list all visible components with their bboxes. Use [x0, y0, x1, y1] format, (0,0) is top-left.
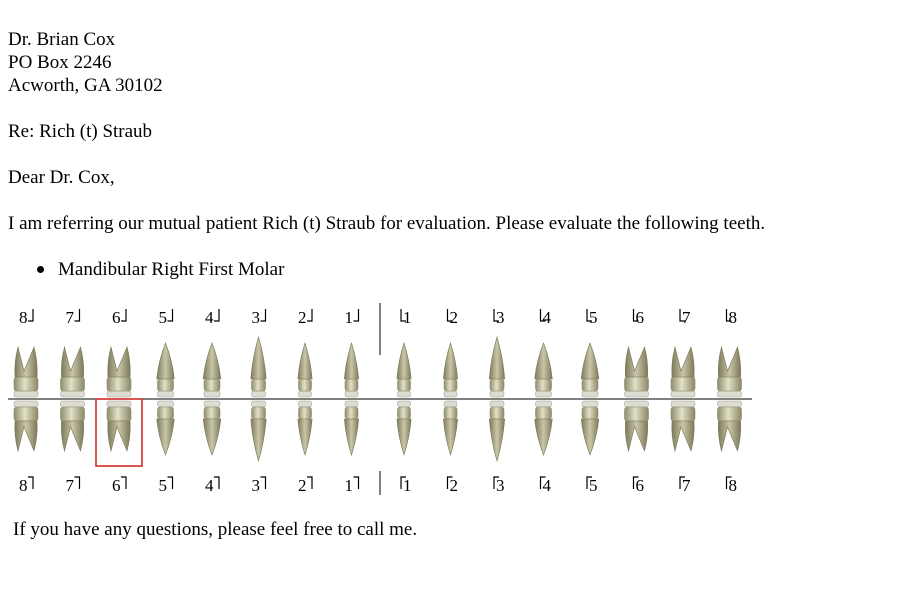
lower-right-tooth-2-crown [299, 407, 312, 419]
lower-right-tooth-3-root [251, 419, 266, 461]
lower-left-label-7: 7 [682, 476, 691, 495]
upper-left-label-3: 3 [496, 308, 505, 327]
lower-right-tooth-7-crown [61, 407, 85, 421]
upper-right-tooth-6-root [108, 347, 130, 377]
lower-left-tooth-2-crown [444, 407, 457, 419]
lower-right-label-5: 5 [158, 476, 167, 495]
upper-right-tooth-6-occlusal [107, 391, 131, 397]
upper-right-tooth-5-root [157, 343, 175, 379]
lower-right-label-2-bracket [307, 477, 312, 489]
upper-right-label-2-bracket [307, 309, 312, 321]
lower-left-tooth-4-occlusal [536, 401, 552, 407]
upper-right-tooth-8-occlusal [14, 391, 38, 397]
lower-left-tooth-6-occlusal [625, 401, 649, 407]
lower-left-tooth-5-crown [582, 407, 598, 419]
lower-right-label-1: 1 [344, 476, 353, 495]
lower-right-tooth-2-occlusal [299, 401, 312, 407]
lower-left-label-4: 4 [542, 476, 551, 495]
upper-right-tooth-8-root [15, 347, 37, 377]
upper-right-tooth-7-root [61, 347, 83, 377]
upper-right-label-6: 6 [112, 308, 121, 327]
lower-right-tooth-3-crown [252, 407, 266, 419]
upper-left-tooth-6-root [625, 347, 647, 377]
upper-left-tooth-6-occlusal [625, 391, 649, 397]
lower-right-tooth-5-crown [158, 407, 174, 419]
lower-right-label-2: 2 [298, 476, 307, 495]
upper-right-label-1-bracket [354, 309, 359, 321]
upper-right-label-8: 8 [19, 308, 28, 327]
lower-right-label-7: 7 [65, 476, 74, 495]
closing-text: If you have any questions, please feel free to call me. [13, 519, 418, 540]
lower-left-tooth-3-occlusal [490, 401, 504, 407]
lower-right-label-8: 8 [19, 476, 28, 495]
lower-right-tooth-7-root [61, 421, 83, 451]
upper-right-tooth-4-occlusal [204, 391, 220, 397]
lower-right-tooth-1-crown [345, 407, 358, 419]
upper-left-tooth-8-root [718, 347, 740, 377]
upper-left-tooth-8-crown [718, 377, 742, 391]
lower-left-tooth-2-occlusal [444, 401, 457, 407]
lower-right-label-1-bracket [354, 477, 359, 489]
tooth-chart [0, 295, 760, 505]
address-line1: PO Box 2246 [8, 52, 112, 73]
upper-left-tooth-7-root [672, 347, 694, 377]
upper-right-tooth-1-root [344, 343, 358, 379]
upper-right-label-6-bracket [121, 309, 126, 321]
upper-left-tooth-2-root [443, 343, 457, 379]
upper-right-tooth-7-crown [61, 377, 85, 391]
lower-right-label-4-bracket [214, 477, 219, 489]
tooth-list-item: Mandibular Right First Molar [58, 259, 285, 280]
address-line2: Acworth, GA 30102 [8, 75, 163, 96]
upper-left-tooth-7-crown [671, 377, 695, 391]
lower-right-label-6-bracket [121, 477, 126, 489]
upper-left-label-1: 1 [403, 308, 412, 327]
lower-right-tooth-5-root [157, 419, 175, 455]
upper-right-tooth-4-root [203, 343, 221, 379]
upper-right-tooth-3-root [251, 337, 266, 379]
lower-left-label-8: 8 [728, 476, 737, 495]
upper-left-tooth-8-occlusal [718, 391, 742, 397]
upper-right-tooth-7-occlusal [61, 391, 85, 397]
bullet-dot [37, 266, 44, 273]
lower-left-tooth-7-crown [671, 407, 695, 421]
upper-left-label-5: 5 [589, 308, 598, 327]
lower-right-tooth-8-occlusal [14, 401, 38, 407]
lower-left-tooth-5-root [581, 419, 599, 455]
upper-right-tooth-1-occlusal [345, 391, 358, 397]
upper-left-tooth-5-crown [582, 379, 598, 391]
upper-left-tooth-2-occlusal [444, 391, 457, 397]
upper-right-tooth-6-crown [107, 377, 131, 391]
address-name: Dr. Brian Cox [8, 29, 116, 50]
lower-left-tooth-4-crown [536, 407, 552, 419]
lower-right-tooth-6-crown [107, 407, 131, 421]
lower-right-tooth-6-root [108, 421, 130, 451]
upper-right-tooth-5-occlusal [158, 391, 174, 397]
upper-right-tooth-8-crown [14, 377, 38, 391]
lower-left-tooth-8-crown [718, 407, 742, 421]
upper-left-tooth-1-crown [398, 379, 411, 391]
re-line: Re: Rich (t) Straub [8, 121, 153, 142]
lower-left-tooth-8-occlusal [718, 401, 742, 407]
upper-right-label-7-bracket [75, 309, 80, 321]
lower-left-tooth-8-root [718, 421, 740, 451]
lower-right-label-5-bracket [168, 477, 173, 489]
upper-left-tooth-3-crown [490, 379, 504, 391]
lower-right-label-3: 3 [251, 476, 260, 495]
upper-right-tooth-3-crown [252, 379, 266, 391]
salutation: Dear Dr. Cox, [8, 167, 115, 188]
upper-left-tooth-2-crown [444, 379, 457, 391]
upper-right-label-4: 4 [205, 308, 214, 327]
lower-left-tooth-2-root [443, 419, 457, 455]
upper-left-tooth-7-occlusal [671, 391, 695, 397]
upper-right-tooth-2-crown [299, 379, 312, 391]
upper-left-tooth-3-root [489, 337, 504, 379]
upper-right-tooth-3-occlusal [252, 391, 266, 397]
upper-left-label-7: 7 [682, 308, 691, 327]
lower-right-label-7-bracket [75, 477, 80, 489]
upper-left-tooth-3-occlusal [490, 391, 504, 397]
upper-right-label-8-bracket [28, 309, 33, 321]
lower-right-label-6: 6 [112, 476, 121, 495]
upper-left-tooth-4-occlusal [536, 391, 552, 397]
upper-right-label-1: 1 [344, 308, 353, 327]
upper-left-tooth-6-crown [625, 377, 649, 391]
lower-right-tooth-4-crown [204, 407, 220, 419]
upper-right-tooth-5-crown [158, 379, 174, 391]
lower-right-tooth-6-occlusal [107, 401, 131, 407]
lower-right-label-3-bracket [261, 477, 266, 489]
lower-right-label-8-bracket [28, 477, 33, 489]
lower-right-tooth-3-occlusal [252, 401, 266, 407]
upper-right-label-5-bracket [168, 309, 173, 321]
lower-right-tooth-8-root [15, 421, 37, 451]
lower-left-label-5: 5 [589, 476, 598, 495]
lower-right-tooth-8-crown [14, 407, 38, 421]
lower-right-tooth-7-occlusal [61, 401, 85, 407]
lower-right-tooth-2-root [298, 419, 312, 455]
lower-right-tooth-1-occlusal [345, 401, 358, 407]
upper-left-tooth-4-root [535, 343, 553, 379]
lower-left-label-3: 3 [496, 476, 505, 495]
lower-right-tooth-4-root [203, 419, 221, 455]
lower-left-tooth-7-occlusal [671, 401, 695, 407]
body-text: I am referring our mutual patient Rich (t) Straub for evaluation. Please evaluate the following teeth. [8, 213, 766, 234]
lower-right-label-4: 4 [205, 476, 214, 495]
upper-left-tooth-1-occlusal [398, 391, 411, 397]
lower-left-tooth-6-root [625, 421, 647, 451]
upper-right-label-7: 7 [65, 308, 74, 327]
lower-left-tooth-1-occlusal [398, 401, 411, 407]
lower-left-label-2: 2 [449, 476, 458, 495]
upper-right-tooth-1-crown [345, 379, 358, 391]
lower-left-tooth-5-occlusal [582, 401, 598, 407]
lower-left-label-1: 1 [403, 476, 412, 495]
lower-left-tooth-7-root [672, 421, 694, 451]
upper-right-tooth-2-root [298, 343, 312, 379]
upper-right-label-4-bracket [214, 309, 219, 321]
upper-left-label-6: 6 [635, 308, 644, 327]
upper-right-tooth-4-crown [204, 379, 220, 391]
lower-right-tooth-4-occlusal [204, 401, 220, 407]
upper-left-label-8: 8 [728, 308, 737, 327]
upper-left-label-2: 2 [449, 308, 458, 327]
upper-left-tooth-5-occlusal [582, 391, 598, 397]
lower-left-tooth-4-root [535, 419, 553, 455]
upper-right-tooth-2-occlusal [299, 391, 312, 397]
upper-left-tooth-4-crown [536, 379, 552, 391]
upper-right-label-5: 5 [158, 308, 167, 327]
lower-left-label-6: 6 [635, 476, 644, 495]
lower-left-tooth-3-crown [490, 407, 504, 419]
upper-right-label-2: 2 [298, 308, 307, 327]
upper-left-label-4: 4 [542, 308, 551, 327]
lower-right-tooth-1-root [344, 419, 358, 455]
lower-right-tooth-5-occlusal [158, 401, 174, 407]
lower-left-tooth-1-root [397, 419, 411, 455]
upper-left-tooth-5-root [581, 343, 599, 379]
upper-left-tooth-1-root [397, 343, 411, 379]
lower-left-tooth-3-root [489, 419, 504, 461]
upper-right-label-3: 3 [251, 308, 260, 327]
lower-left-tooth-1-crown [398, 407, 411, 419]
upper-right-label-3-bracket [261, 309, 266, 321]
lower-left-tooth-6-crown [625, 407, 649, 421]
